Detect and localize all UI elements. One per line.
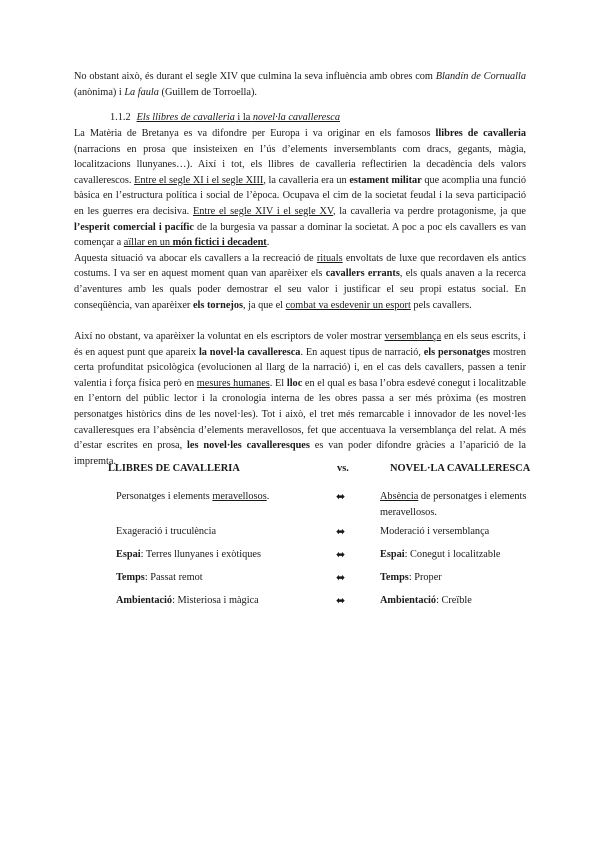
- cell-left: Espai: Terres llunyanes i exòtiques: [116, 549, 261, 560]
- table-header: [74, 461, 540, 481]
- cell-right: Temps: Proper: [380, 572, 442, 583]
- cell-left: Exageració i truculència: [116, 526, 217, 537]
- section-heading: 1.1.2 Els llibres de cavalleria i la novel·la cavalleresca: [110, 110, 530, 126]
- left-right-arrow-icon: ⬌: [336, 571, 346, 584]
- paragraph-llibres-de-cavalleria: La Matèria de Bretanya es va difondre per Europa i va originar en els famosos llibres de cavalleria (narracions en prosa que insisteixen en l’ús d’elements inversemblants com dracs, gegants, màgia, localitzacions llunyanes…). Així i tot, els llibres de cavalleria reflectirien la decadència dels valors cavallerescos. Entre el segle XI i el segle XIII, la cavalleria era un estament militar que acomplia una funció bàsica en l’estructura política i social de l’època. Ocupava el cim de la societat feudal i la seva participació en les guerres era decisiva. Entre el segle XIV i el segle XV, la cavalleria va perdre protagonisme, ja que l’esperit comercial i pacífic de la burgesia va passar a dominar la societat. A poc a poc els cavallers es van començar a aïllar en un món fictici i decadent. Aquesta situació va abocar els cavallers a la recreació de rituals envoltats de luxe que recordaven els antics costums. I va ser en aquest moment quan van aparèixer els cavallers errants, els quals anaven a la recerca d’aventures amb les quals poder demostrar el seu valor i justificar el seu propi estatus social. En conseqüència, van aparèixer els tornejos, ja que el combat va esdevenir un esport pels cavallers.: [74, 128, 527, 311]
- cell-left: Temps: Passat remot: [116, 572, 203, 583]
- cell-right: Moderació i versemblança: [380, 526, 490, 537]
- table-row: [74, 524, 540, 547]
- cell-right: Ambientació: Creïble: [380, 595, 472, 606]
- left-right-arrow-icon: ⬌: [336, 548, 346, 561]
- left-right-arrow-icon: ⬌: [336, 525, 346, 538]
- table-row: [74, 593, 540, 616]
- left-right-arrow-icon: ⬌: [336, 490, 346, 503]
- header-llibres: LLIBRES DE CAVALLERIA: [108, 463, 240, 474]
- cell-right: Absència de personatges i elements meravellosos.: [380, 491, 527, 518]
- table-row: [74, 570, 540, 593]
- cell-left: Ambientació: Misteriosa i màgica: [116, 595, 259, 606]
- cell-left: Personatges i elements meravellosos.: [116, 491, 270, 502]
- cell-right: Espai: Conegut i localitzable: [380, 549, 501, 560]
- paragraph-novella-cavalleresca: Així no obstant, va aparèixer la voluntat en els escriptors de voler mostrar versemblança en els seus escrits, i és en aquest punt que apareix la novel·la cavalleresca. En aquest tipus de narració, els personatges mostren certa profunditat psicològica (evolucionen al llarg de la narració) i, en el cas dels cavallers, passen a tenir valentia i força física però en mesures humanes. El lloc en el qual es basa l’obra esdevé conegut i localitzable en l’entorn del públic lector i la cronologia interna de les obres passa a ser més pròxima (es mostren personatges històrics dins de les novel·les). Tot i això, el tret més remarcable i innovador de les novel·les cavalleresques era l’absència d’elements meravellosos, fet que accentuava la versemblança del relat. A més d’estar escrites en prosa, les novel·les cavalleresques es van poder difondre gràcies a l’aparició de la impremta.: [74, 331, 527, 467]
- intro-paragraph: No obstant això, és durant el segle XIV que culmina la seva influència amb obres com Blandín de Cornualla (anònima) i La faula (Guillem de Torroella).: [74, 71, 527, 98]
- header-vs: vs.: [337, 463, 349, 474]
- comparison-table: [74, 461, 540, 607]
- table-row: [74, 489, 540, 523]
- left-right-arrow-icon: ⬌: [336, 594, 346, 607]
- header-novella: NOVEL·LA CAVALLERESCA: [390, 463, 531, 474]
- section-number: 1.1.2: [110, 112, 131, 123]
- table-row: [74, 547, 540, 570]
